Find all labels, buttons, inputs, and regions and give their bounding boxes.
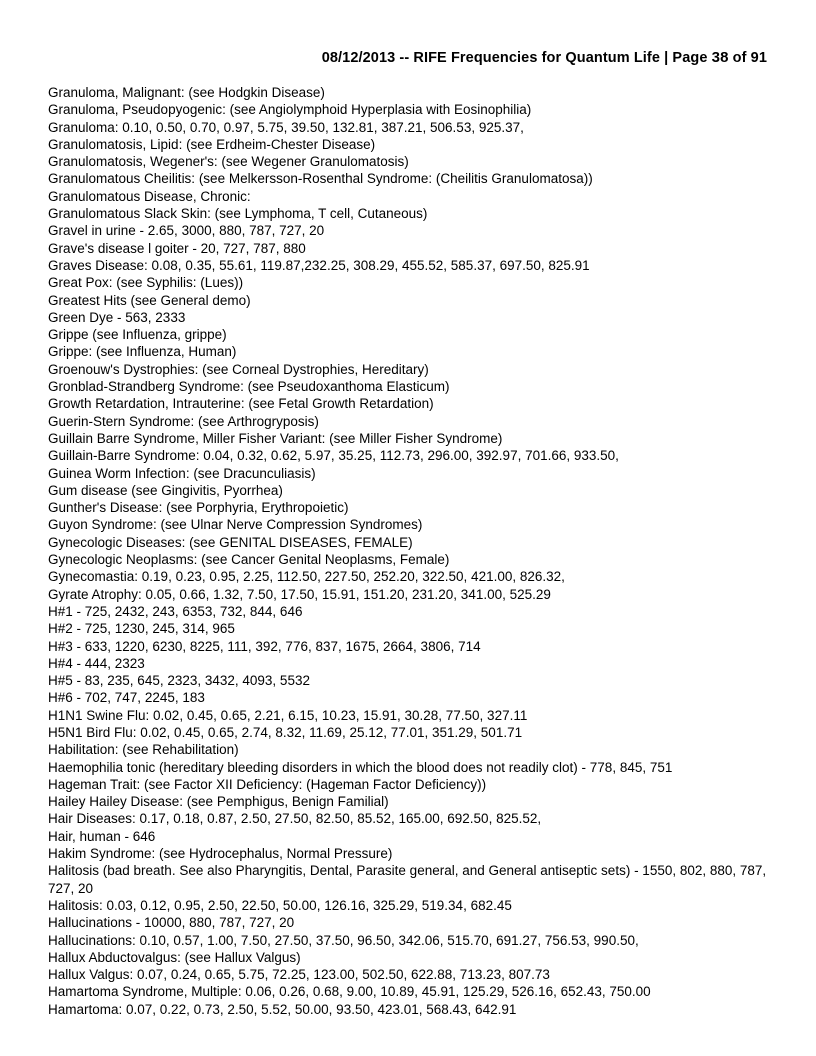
entry-line: Granulomatosis, Wegener's: (see Wegener Granulomatosis): [48, 154, 409, 170]
entry-line: Hair, human - 646: [48, 828, 156, 844]
entry-line: H#3 - 633, 1220, 6230, 8225, 111, 392, 776, 837, 1675, 2664, 3806, 714: [48, 638, 481, 654]
entry-line: Grippe (see Influenza, grippe): [48, 327, 227, 343]
page-header: [322, 49, 767, 66]
entry-line: H#6 - 702, 747, 2245, 183: [48, 690, 205, 706]
entry-line: Guillain Barre Syndrome, Miller Fisher Variant: (see Miller Fisher Syndrome): [48, 430, 503, 446]
entry-line: Halitosis: 0.03, 0.12, 0.95, 2.50, 22.50, 50.00, 126.16, 325.29, 519.34, 682.45: [48, 897, 512, 913]
entry-line: Graves Disease: 0.08, 0.35, 55.61, 119.87,232.25, 308.29, 455.52, 585.37, 697.50, 825.91: [48, 257, 590, 273]
entry-line: Gravel in urine - 2.65, 3000, 880, 787, 727, 20: [48, 223, 325, 239]
entry-line: Gum disease (see Gingivitis, Pyorrhea): [48, 482, 283, 498]
entry-line: Hallux Abductovalgus: (see Hallux Valgus): [48, 949, 301, 965]
entry-line: Groenouw's Dystrophies: (see Corneal Dystrophies, Hereditary): [48, 361, 429, 377]
entry-line: Granulomatosis, Lipid: (see Erdheim-Chester Disease): [48, 136, 376, 152]
entry-line: Hair Diseases: 0.17, 0.18, 0.87, 2.50, 27.50, 82.50, 85.52, 165.00, 692.50, 825.52,: [48, 811, 542, 827]
entry-line: Hamartoma: 0.07, 0.22, 0.73, 2.50, 5.52, 50.00, 93.50, 423.01, 568.43, 642.91: [48, 1001, 517, 1017]
entry-line: H5N1 Bird Flu: 0.02, 0.45, 0.65, 2.74, 8.32, 11.69, 25.12, 77.01, 351.29, 501.71: [48, 724, 523, 740]
entry-line: Grave's disease l goiter - 20, 727, 787, 880: [48, 240, 306, 256]
entry-line: Granulomatous Disease, Chronic:: [48, 188, 251, 204]
header-page-total: of 91: [728, 50, 767, 66]
entry-line: H#1 - 725, 2432, 243, 6353, 732, 844, 646: [48, 603, 303, 619]
entry-line: Great Pox: (see Syphilis: (Lues)): [48, 275, 244, 291]
entry-line: Guerin-Stern Syndrome: (see Arthrogryposis): [48, 413, 319, 429]
entry-line: H#4 - 444, 2323: [48, 655, 145, 671]
entry-line: Hallux Valgus: 0.07, 0.24, 0.65, 5.75, 72.25, 123.00, 502.50, 622.88, 713.23, 807.73: [48, 967, 550, 983]
entry-line: Granulomatous Cheilitis: (see Melkersson-Rosenthal Syndrome: (Cheilitis Granulomatosa)): [48, 171, 593, 187]
entry-line: Gyrate Atrophy: 0.05, 0.66, 1.32, 7.50, 17.50, 15.91, 151.20, 231.20, 341.00, 525.29: [48, 586, 551, 602]
frequency-entry-list: [48, 84, 776, 1018]
entry-line: Hamartoma Syndrome, Multiple: 0.06, 0.26, 0.68, 9.00, 10.89, 45.91, 125.29, 526.16, 652.43, 750.00: [48, 984, 651, 1000]
header-title: 08/12/2013 -- RIFE Frequencies for Quantum Life | Page: [321, 50, 712, 66]
entry-line: H1N1 Swine Flu: 0.02, 0.45, 0.65, 2.21, 6.15, 10.23, 15.91, 30.28, 77.50, 327.11: [48, 707, 528, 723]
entry-line: Hallucinations - 10000, 880, 787, 727, 20: [48, 915, 295, 931]
entry-line: Hageman Trait: (see Factor XII Deficiency: (Hageman Factor Deficiency)): [48, 776, 487, 792]
entry-line: Guinea Worm Infection: (see Dracunculiasis): [48, 465, 316, 481]
entry-line: Gynecomastia: 0.19, 0.23, 0.95, 2.25, 112.50, 227.50, 252.20, 322.50, 421.00, 826.32,: [48, 569, 565, 585]
entry-line: Halitosis (bad breath. See also Pharyngitis, Dental, Parasite general, and General antiseptic sets) - 1550, 802, 880, 787, 727, 20: [48, 863, 767, 896]
entry-line: Greatest Hits (see General demo): [48, 292, 251, 308]
entry-line: Granuloma, Pseudopyogenic: (see Angiolymphoid Hyperplasia with Eosinophilia): [48, 102, 532, 118]
entry-line: Hallucinations: 0.10, 0.57, 1.00, 7.50, 27.50, 37.50, 96.50, 342.06, 515.70, 691.27, 756.53, 990.50,: [48, 932, 639, 948]
entry-line: Growth Retardation, Intrauterine: (see Fetal Growth Retardation): [48, 396, 434, 412]
entry-line: Granuloma, Malignant: (see Hodgkin Disease): [48, 85, 325, 100]
entry-line: H#5 - 83, 235, 645, 2323, 3432, 4093, 5532: [48, 673, 310, 689]
entry-line: Hakim Syndrome: (see Hydrocephalus, Normal Pressure): [48, 846, 393, 862]
entry-line: Gronblad-Strandberg Syndrome: (see Pseudoxanthoma Elasticum): [48, 379, 450, 395]
entry-line: Granulomatous Slack Skin: (see Lymphoma, T cell, Cutaneous): [48, 206, 428, 222]
entry-line: Guyon Syndrome: (see Ulnar Nerve Compression Syndromes): [48, 517, 423, 533]
entry-line: Habilitation: (see Rehabilitation): [48, 742, 239, 758]
entry-line: Green Dye - 563, 2333: [48, 309, 186, 325]
entry-line: Hailey Hailey Disease: (see Pemphigus, Benign Familial): [48, 794, 389, 810]
entry-line: Haemophilia tonic (hereditary bleeding disorders in which the blood does not readily clot) - 778, 845, 751: [48, 759, 673, 775]
entry-line: Gynecologic Neoplasms: (see Cancer Genital Neoplasms, Female): [48, 552, 450, 568]
header-page-number: 38: [711, 49, 729, 66]
entry-line: Gynecologic Diseases: (see GENITAL DISEASES, FEMALE): [48, 534, 413, 550]
entry-line: Granuloma: 0.10, 0.50, 0.70, 0.97, 5.75, 39.50, 132.81, 387.21, 506.53, 925.37,: [48, 119, 524, 135]
entry-line: Grippe: (see Influenza, Human): [48, 344, 237, 360]
entry-line: H#2 - 725, 1230, 245, 314, 965: [48, 621, 235, 637]
entry-line: Guillain-Barre Syndrome: 0.04, 0.32, 0.62, 5.97, 35.25, 112.73, 296.00, 392.97, 701.66, 933.50,: [48, 448, 619, 464]
entry-line: Gunther's Disease: (see Porphyria, Erythropoietic): [48, 500, 349, 516]
